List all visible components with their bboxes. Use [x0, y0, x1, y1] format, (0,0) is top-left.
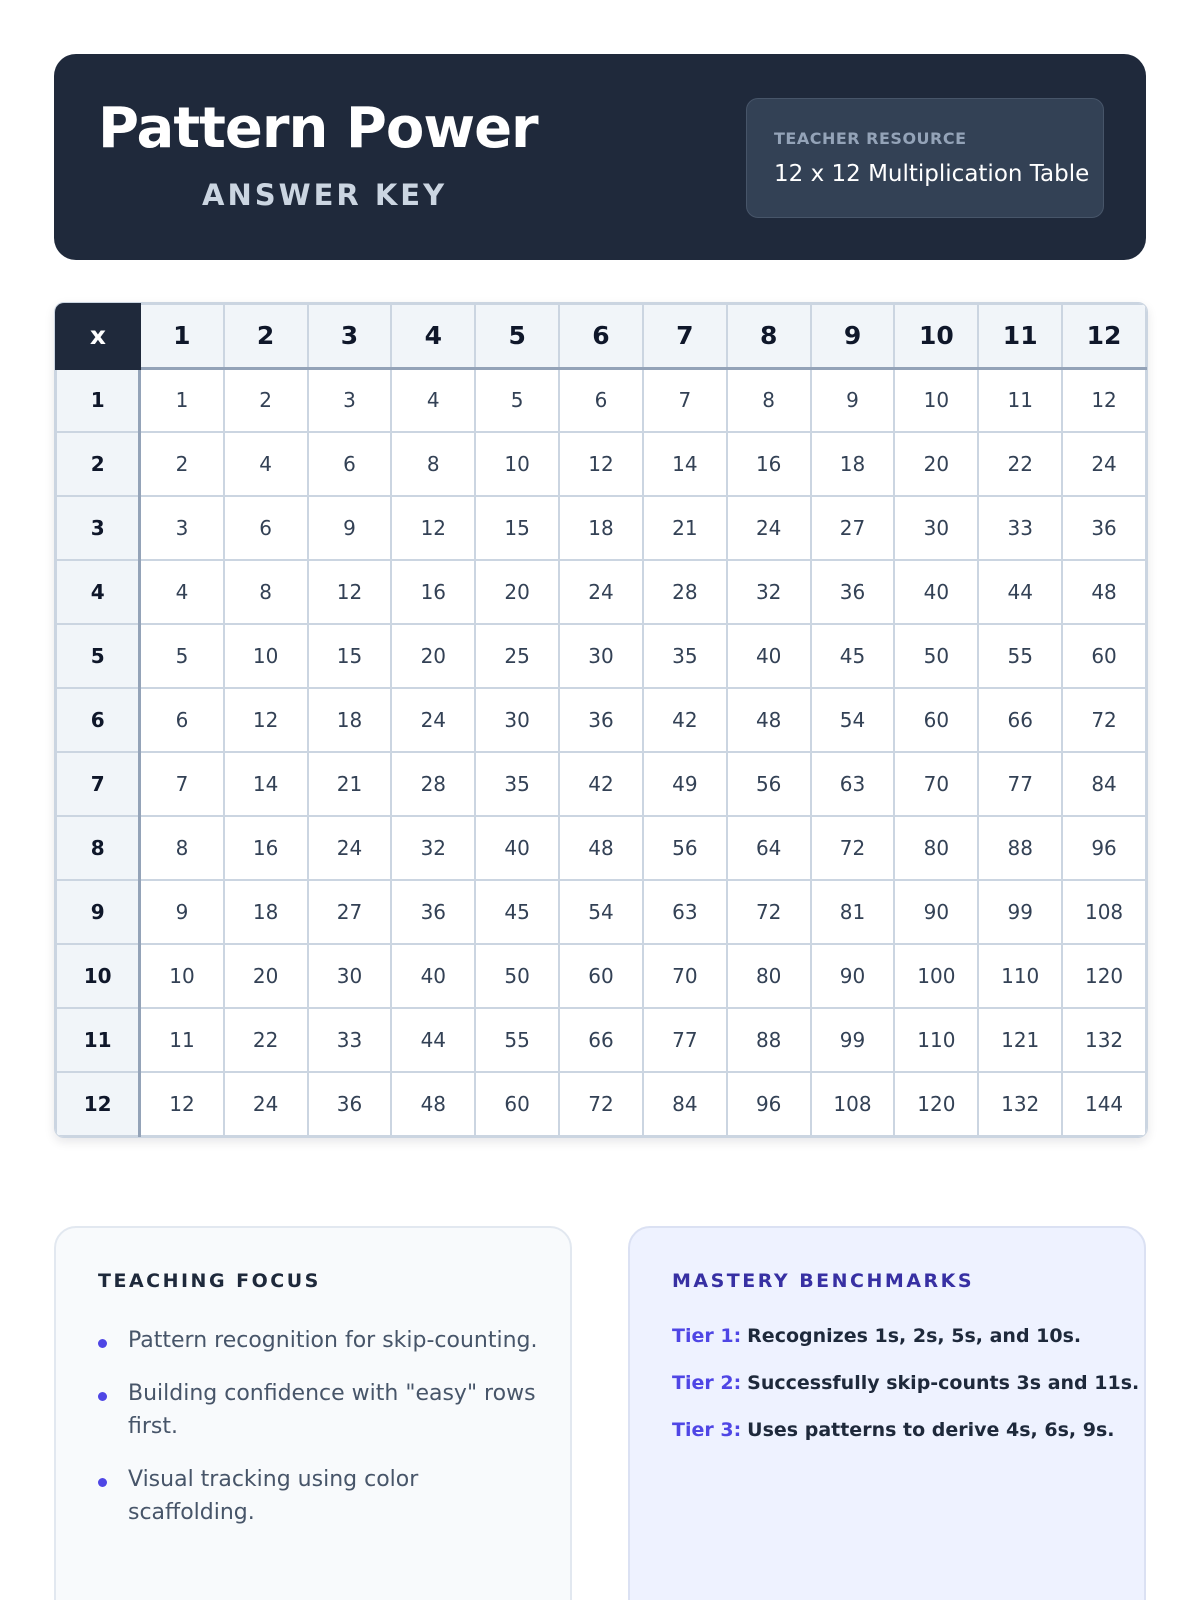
product-cell: 50 — [894, 624, 978, 688]
product-cell: 45 — [475, 880, 559, 944]
product-cell: 55 — [978, 624, 1062, 688]
row-header: 7 — [56, 752, 140, 816]
product-cell: 3 — [308, 368, 392, 432]
product-cell: 12 — [224, 688, 308, 752]
product-cell: 81 — [811, 880, 895, 944]
table-row — [56, 752, 1146, 816]
product-cell: 72 — [559, 1072, 643, 1136]
tier-label: Tier 3: — [672, 1419, 742, 1441]
product-cell: 4 — [140, 560, 224, 624]
product-cell: 21 — [308, 752, 392, 816]
product-cell: 16 — [224, 816, 308, 880]
product-cell: 84 — [643, 1072, 727, 1136]
product-cell: 20 — [224, 944, 308, 1008]
product-cell: 15 — [308, 624, 392, 688]
table-row — [56, 1072, 1146, 1136]
table-row — [56, 624, 1146, 688]
product-cell: 12 — [140, 1072, 224, 1136]
product-cell: 121 — [978, 1008, 1062, 1072]
product-cell: 32 — [391, 816, 475, 880]
product-cell: 9 — [308, 496, 392, 560]
product-cell: 14 — [643, 432, 727, 496]
product-cell: 132 — [978, 1072, 1062, 1136]
column-header: 4 — [391, 304, 475, 368]
product-cell: 11 — [978, 368, 1062, 432]
product-cell: 8 — [224, 560, 308, 624]
product-cell: 27 — [308, 880, 392, 944]
product-cell: 50 — [475, 944, 559, 1008]
row-header: 5 — [56, 624, 140, 688]
product-cell: 10 — [140, 944, 224, 1008]
table-row — [56, 816, 1146, 880]
product-cell: 56 — [643, 816, 727, 880]
product-cell: 7 — [643, 368, 727, 432]
mastery-tier-list — [672, 1322, 1139, 1463]
resource-badge — [746, 98, 1104, 218]
product-cell: 24 — [559, 560, 643, 624]
table-row — [56, 1008, 1146, 1072]
product-cell: 96 — [1062, 816, 1146, 880]
bullet-icon — [98, 1478, 107, 1487]
product-cell: 10 — [475, 432, 559, 496]
product-cell: 6 — [140, 688, 224, 752]
bullet-icon — [98, 1392, 107, 1401]
product-cell: 2 — [224, 368, 308, 432]
tier-label: Tier 2: — [672, 1372, 742, 1394]
product-cell: 120 — [1062, 944, 1146, 1008]
header-banner — [54, 54, 1146, 260]
product-cell: 21 — [643, 496, 727, 560]
column-header: 8 — [727, 304, 811, 368]
benchmark-tier — [672, 1416, 1139, 1444]
product-cell: 27 — [811, 496, 895, 560]
product-cell: 77 — [643, 1008, 727, 1072]
product-cell: 55 — [475, 1008, 559, 1072]
row-header: 6 — [56, 688, 140, 752]
product-cell: 16 — [391, 560, 475, 624]
product-cell: 66 — [559, 1008, 643, 1072]
row-header: 10 — [56, 944, 140, 1008]
product-cell: 30 — [559, 624, 643, 688]
product-cell: 2 — [140, 432, 224, 496]
product-cell: 132 — [1062, 1008, 1146, 1072]
mastery-benchmarks-heading: MASTERY BENCHMARKS — [672, 1270, 975, 1292]
product-cell: 110 — [894, 1008, 978, 1072]
product-cell: 60 — [475, 1072, 559, 1136]
product-cell: 48 — [727, 688, 811, 752]
tier-label: Tier 1: — [672, 1325, 742, 1347]
product-cell: 60 — [559, 944, 643, 1008]
product-cell: 54 — [559, 880, 643, 944]
bullet-icon — [98, 1339, 107, 1348]
list-item-text: Visual tracking using color scaffolding. — [128, 1467, 419, 1525]
table-row — [56, 496, 1146, 560]
table-header-row — [56, 304, 1146, 368]
product-cell: 100 — [894, 944, 978, 1008]
product-cell: 4 — [224, 432, 308, 496]
product-cell: 63 — [811, 752, 895, 816]
product-cell: 56 — [727, 752, 811, 816]
product-cell: 36 — [811, 560, 895, 624]
product-cell: 60 — [894, 688, 978, 752]
product-cell: 5 — [140, 624, 224, 688]
product-cell: 22 — [978, 432, 1062, 496]
row-header: 12 — [56, 1072, 140, 1136]
teaching-focus-card — [54, 1226, 572, 1600]
page-title: Pattern Power — [98, 96, 538, 161]
product-cell: 20 — [894, 432, 978, 496]
product-cell: 18 — [811, 432, 895, 496]
product-cell: 24 — [727, 496, 811, 560]
product-cell: 90 — [811, 944, 895, 1008]
product-cell: 90 — [894, 880, 978, 944]
column-header: 9 — [811, 304, 895, 368]
product-cell: 99 — [811, 1008, 895, 1072]
product-cell: 36 — [1062, 496, 1146, 560]
product-cell: 3 — [140, 496, 224, 560]
product-cell: 40 — [727, 624, 811, 688]
column-header: 5 — [475, 304, 559, 368]
product-cell: 16 — [727, 432, 811, 496]
product-cell: 40 — [475, 816, 559, 880]
product-cell: 25 — [475, 624, 559, 688]
product-cell: 9 — [140, 880, 224, 944]
table-body — [56, 368, 1146, 1136]
product-cell: 70 — [643, 944, 727, 1008]
product-cell: 42 — [643, 688, 727, 752]
product-cell: 120 — [894, 1072, 978, 1136]
product-cell: 30 — [475, 688, 559, 752]
column-header: 7 — [643, 304, 727, 368]
column-header: 11 — [978, 304, 1062, 368]
column-header: 1 — [140, 304, 224, 368]
tier-description: Recognizes 1s, 2s, 5s, and 10s. — [747, 1325, 1082, 1347]
product-cell: 35 — [643, 624, 727, 688]
multiplication-table-container — [54, 302, 1148, 1138]
product-cell: 63 — [643, 880, 727, 944]
list-item — [98, 1463, 538, 1529]
row-header: 1 — [56, 368, 140, 432]
multiplication-table — [55, 303, 1147, 1137]
row-header: 4 — [56, 560, 140, 624]
product-cell: 22 — [224, 1008, 308, 1072]
row-header: 8 — [56, 816, 140, 880]
product-cell: 24 — [1062, 432, 1146, 496]
product-cell: 60 — [1062, 624, 1146, 688]
product-cell: 28 — [643, 560, 727, 624]
table-row — [56, 688, 1146, 752]
product-cell: 8 — [140, 816, 224, 880]
product-cell: 45 — [811, 624, 895, 688]
product-cell: 72 — [811, 816, 895, 880]
row-header: 3 — [56, 496, 140, 560]
column-header: 6 — [559, 304, 643, 368]
tier-description: Successfully skip-counts 3s and 11s. — [747, 1372, 1140, 1394]
product-cell: 48 — [391, 1072, 475, 1136]
tier-description: Uses patterns to derive 4s, 6s, 9s. — [747, 1419, 1115, 1441]
teaching-focus-list — [98, 1324, 538, 1549]
product-cell: 32 — [727, 560, 811, 624]
product-cell: 10 — [224, 624, 308, 688]
product-cell: 14 — [224, 752, 308, 816]
list-item — [98, 1377, 538, 1443]
column-header: 12 — [1062, 304, 1146, 368]
product-cell: 108 — [811, 1072, 895, 1136]
table-row — [56, 880, 1146, 944]
product-cell: 99 — [978, 880, 1062, 944]
product-cell: 70 — [894, 752, 978, 816]
product-cell: 18 — [308, 688, 392, 752]
product-cell: 40 — [391, 944, 475, 1008]
product-cell: 48 — [1062, 560, 1146, 624]
product-cell: 72 — [727, 880, 811, 944]
product-cell: 12 — [391, 496, 475, 560]
product-cell: 88 — [727, 1008, 811, 1072]
product-cell: 88 — [978, 816, 1062, 880]
table-row — [56, 560, 1146, 624]
product-cell: 35 — [475, 752, 559, 816]
product-cell: 66 — [978, 688, 1062, 752]
product-cell: 44 — [978, 560, 1062, 624]
product-cell: 18 — [559, 496, 643, 560]
product-cell: 1 — [140, 368, 224, 432]
row-header: 11 — [56, 1008, 140, 1072]
product-cell: 40 — [894, 560, 978, 624]
product-cell: 11 — [140, 1008, 224, 1072]
product-cell: 49 — [643, 752, 727, 816]
product-cell: 48 — [559, 816, 643, 880]
product-cell: 5 — [475, 368, 559, 432]
product-cell: 33 — [978, 496, 1062, 560]
product-cell: 10 — [894, 368, 978, 432]
product-cell: 33 — [308, 1008, 392, 1072]
product-cell: 6 — [559, 368, 643, 432]
benchmark-tier — [672, 1369, 1139, 1397]
product-cell: 64 — [727, 816, 811, 880]
column-header: 3 — [308, 304, 392, 368]
product-cell: 24 — [224, 1072, 308, 1136]
product-cell: 144 — [1062, 1072, 1146, 1136]
product-cell: 20 — [475, 560, 559, 624]
table-row — [56, 944, 1146, 1008]
product-cell: 4 — [391, 368, 475, 432]
product-cell: 44 — [391, 1008, 475, 1072]
product-cell: 28 — [391, 752, 475, 816]
product-cell: 54 — [811, 688, 895, 752]
resource-value: 12 x 12 Multiplication Table — [774, 161, 1090, 187]
product-cell: 24 — [391, 688, 475, 752]
column-header: 2 — [224, 304, 308, 368]
teaching-focus-heading: TEACHING FOCUS — [98, 1270, 321, 1292]
product-cell: 30 — [894, 496, 978, 560]
product-cell: 84 — [1062, 752, 1146, 816]
product-cell: 6 — [224, 496, 308, 560]
product-cell: 12 — [308, 560, 392, 624]
product-cell: 12 — [1062, 368, 1146, 432]
table-row — [56, 368, 1146, 432]
product-cell: 36 — [559, 688, 643, 752]
row-header: 2 — [56, 432, 140, 496]
product-cell: 9 — [811, 368, 895, 432]
product-cell: 8 — [727, 368, 811, 432]
benchmark-tier — [672, 1322, 1139, 1350]
product-cell: 24 — [308, 816, 392, 880]
mastery-benchmarks-card — [628, 1226, 1146, 1600]
product-cell: 30 — [308, 944, 392, 1008]
list-item-text: Pattern recognition for skip-counting. — [128, 1328, 538, 1353]
product-cell: 36 — [308, 1072, 392, 1136]
table-row — [56, 432, 1146, 496]
row-header: 9 — [56, 880, 140, 944]
product-cell: 18 — [224, 880, 308, 944]
table-corner-cell: x — [56, 304, 140, 368]
page-subtitle: ANSWER KEY — [202, 178, 448, 212]
product-cell: 80 — [727, 944, 811, 1008]
product-cell: 108 — [1062, 880, 1146, 944]
product-cell: 7 — [140, 752, 224, 816]
product-cell: 72 — [1062, 688, 1146, 752]
product-cell: 77 — [978, 752, 1062, 816]
product-cell: 8 — [391, 432, 475, 496]
resource-label: TEACHER RESOURCE — [774, 129, 967, 148]
column-header: 10 — [894, 304, 978, 368]
product-cell: 80 — [894, 816, 978, 880]
list-item-text: Building confidence with "easy" rows first. — [128, 1381, 536, 1439]
product-cell: 36 — [391, 880, 475, 944]
list-item — [98, 1324, 538, 1357]
product-cell: 15 — [475, 496, 559, 560]
product-cell: 6 — [308, 432, 392, 496]
product-cell: 42 — [559, 752, 643, 816]
product-cell: 12 — [559, 432, 643, 496]
product-cell: 20 — [391, 624, 475, 688]
product-cell: 110 — [978, 944, 1062, 1008]
product-cell: 96 — [727, 1072, 811, 1136]
